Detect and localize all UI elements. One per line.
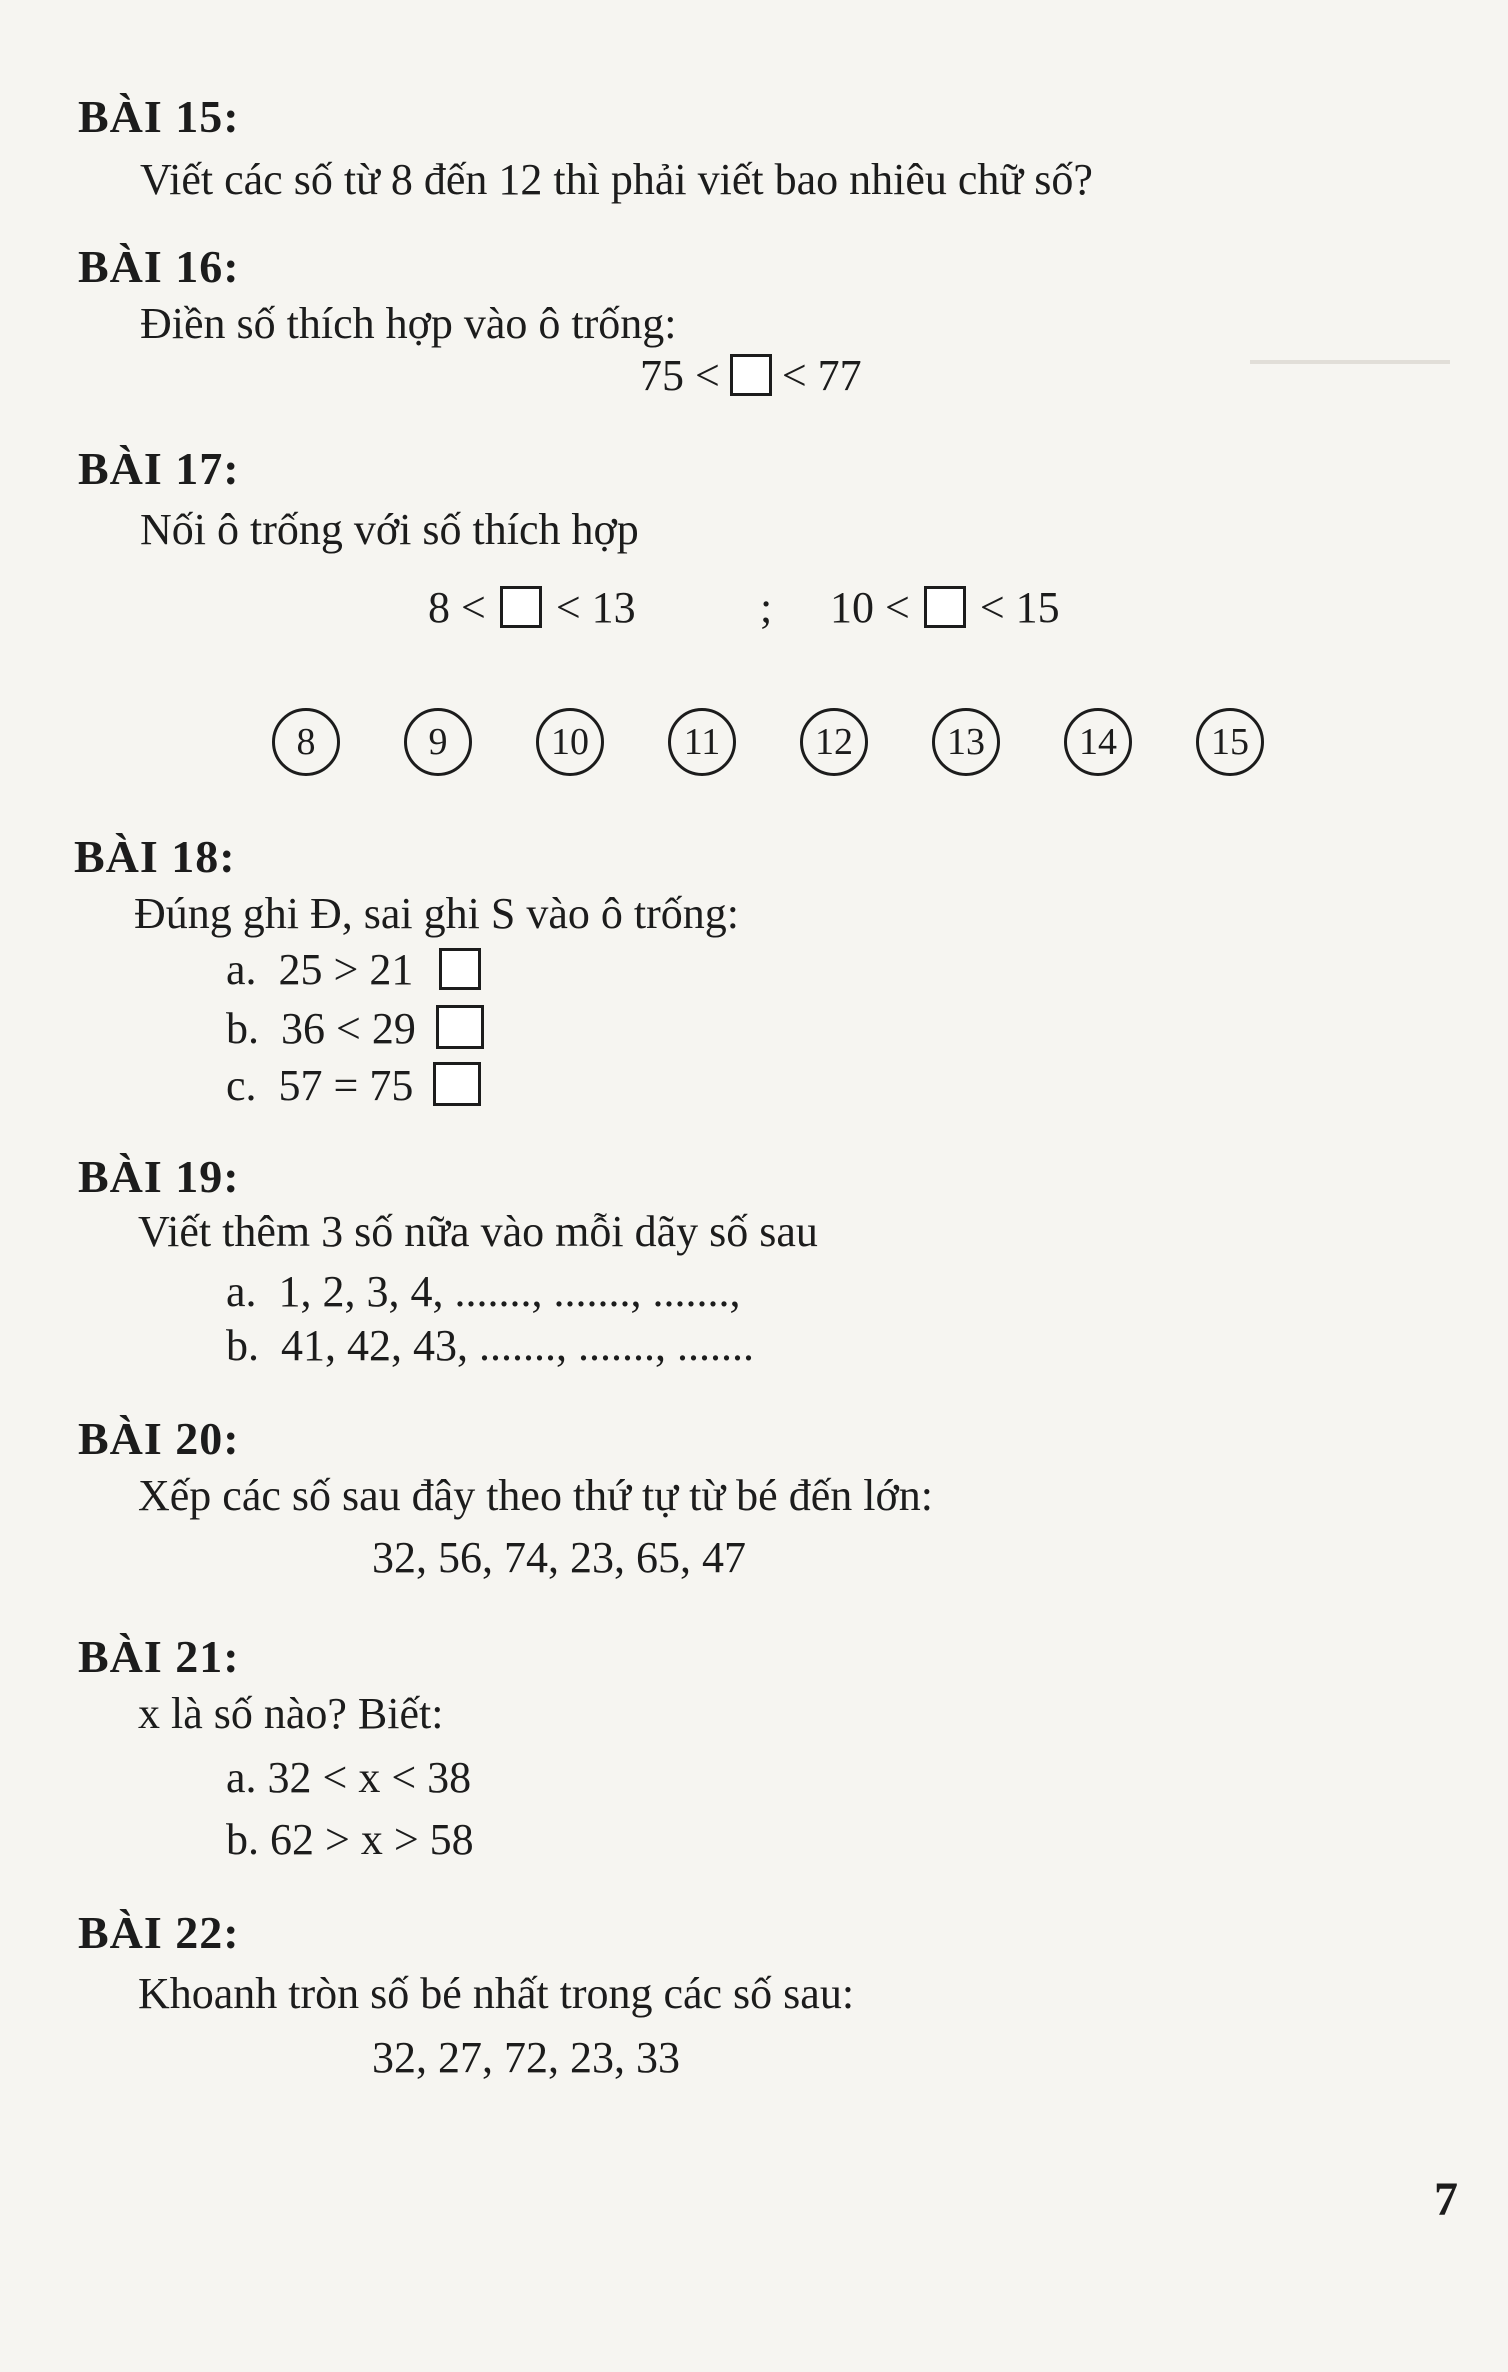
number-circle-10[interactable]: 10 — [536, 708, 604, 776]
number-circle-12[interactable]: 12 — [800, 708, 868, 776]
exercise-19-heading: BÀI 19: — [78, 1151, 240, 1202]
item-expression: 36 < 29 — [281, 1004, 416, 1053]
item-expression: 62 > x > 58 — [270, 1815, 474, 1864]
expression-right: < 15 — [979, 583, 1060, 632]
number-circle-15[interactable]: 15 — [1196, 708, 1264, 776]
item-label: a. — [226, 1753, 257, 1802]
exercise-19-text: Viết thêm 3 số nữa vào mỗi dãy số sau — [138, 1207, 818, 1256]
exercise-17-expression-2 — [830, 583, 1060, 632]
number-circle-14[interactable]: 14 — [1064, 708, 1132, 776]
exercise-21-text: x là số nào? Biết: — [138, 1689, 444, 1738]
expression-left: 10 < — [830, 583, 910, 632]
exercise-21-item-b — [226, 1815, 474, 1864]
number-circle-9[interactable]: 9 — [404, 708, 472, 776]
true-false-box[interactable] — [436, 1005, 484, 1049]
item-label: a. — [226, 945, 257, 994]
exercise-19-item-a — [226, 1267, 741, 1316]
answer-box[interactable] — [500, 586, 542, 628]
item-expression: 57 = 75 — [278, 1061, 414, 1110]
exercise-17-text: Nối ô trống với số thích hợp — [140, 505, 639, 554]
exercise-22-numbers: 32, 27, 72, 23, 33 — [372, 2033, 680, 2082]
exercise-15-heading: BÀI 15: — [78, 91, 240, 142]
exercise-17-expression-1 — [428, 583, 636, 632]
expression-left: 8 < — [428, 583, 486, 632]
item-label: c. — [226, 1061, 257, 1110]
exercise-18-item-c — [226, 1062, 495, 1108]
item-label: a. — [226, 1267, 257, 1316]
bleed-through-decoration — [1250, 360, 1450, 364]
item-label: b. — [226, 1815, 259, 1864]
item-expression: 25 > 21 — [278, 945, 414, 994]
exercise-16-heading: BÀI 16: — [78, 241, 240, 292]
item-label: b. — [226, 1004, 259, 1053]
item-sequence: 1, 2, 3, 4, ......., ......., ......., — [278, 1267, 741, 1316]
item-sequence: 41, 42, 43, ......., ......., ....... — [281, 1321, 754, 1370]
true-false-box[interactable] — [439, 948, 481, 990]
exercise-15-text: Viết các số từ 8 đến 12 thì phải viết bao nhiêu chữ số? — [140, 155, 1093, 204]
exercise-20-text: Xếp các số sau đây theo thứ tự từ bé đến lớn: — [138, 1471, 933, 1520]
exercise-19-item-b — [226, 1321, 754, 1370]
page-number: 7 — [1434, 2173, 1458, 2226]
exercise-21-item-a — [226, 1753, 472, 1802]
exercise-16-expression — [640, 351, 862, 400]
exercise-18-heading: BÀI 18: — [74, 831, 236, 882]
exercise-20-numbers: 32, 56, 74, 23, 65, 47 — [372, 1533, 746, 1582]
exercise-20-heading: BÀI 20: — [78, 1413, 240, 1464]
exercise-21-heading: BÀI 21: — [78, 1631, 240, 1682]
item-expression: 32 < x < 38 — [267, 1753, 472, 1802]
expression-right: < 77 — [781, 351, 862, 400]
answer-box[interactable] — [924, 586, 966, 628]
item-label: b. — [226, 1321, 259, 1370]
true-false-box[interactable] — [433, 1062, 481, 1106]
exercise-17-separator: ; — [760, 583, 773, 632]
number-circle-8[interactable]: 8 — [272, 708, 340, 776]
exercise-22-text: Khoanh tròn số bé nhất trong các số sau: — [138, 1969, 855, 2018]
exercise-16-text: Điền số thích hợp vào ô trống: — [140, 299, 677, 348]
number-circle-13[interactable]: 13 — [932, 708, 1000, 776]
answer-box[interactable] — [730, 354, 772, 396]
expression-left: 75 < — [640, 351, 720, 400]
exercise-17-heading: BÀI 17: — [78, 443, 240, 494]
exercise-18-item-b — [226, 1005, 498, 1051]
expression-right: < 13 — [555, 583, 636, 632]
number-circle-11[interactable]: 11 — [668, 708, 736, 776]
exercise-22-heading: BÀI 22: — [78, 1907, 240, 1958]
exercise-18-item-a — [226, 945, 495, 994]
exercise-18-text: Đúng ghi Đ, sai ghi S vào ô trống: — [134, 889, 739, 938]
